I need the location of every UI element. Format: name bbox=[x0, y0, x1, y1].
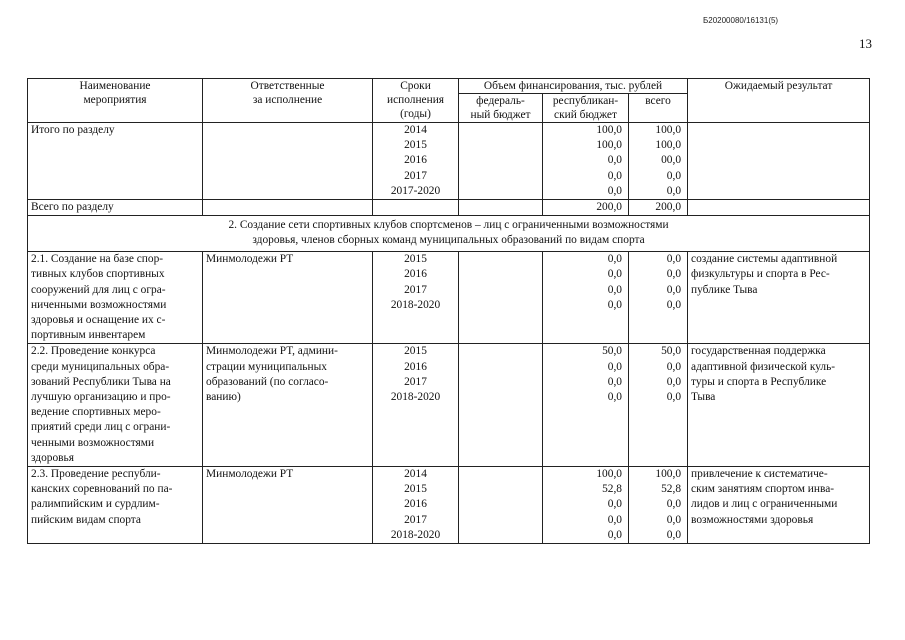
document-code: Б20200080/16131(5) bbox=[703, 16, 779, 25]
row-republic: 200,0 bbox=[543, 200, 629, 216]
header-terms: Сроки исполнения (годы) bbox=[373, 79, 459, 123]
row-result: создание системы адаптивной физкультуры и спорта в Рес- публике Тыва bbox=[688, 252, 870, 344]
row-name: 2.2. Проведение конкурса среди муниципальных обра- зований Республики Тыва на лучшую организацию и про- ведение спортивных меро- приятий среди лиц с ограни- ченными возможностями здоровья bbox=[28, 344, 203, 467]
table-row-subtotal bbox=[28, 123, 870, 200]
row-responsible: Минмолодежи РТ bbox=[203, 467, 373, 544]
row-republic: 100,0 100,0 0,0 0,0 0,0 bbox=[543, 123, 629, 200]
row-result bbox=[688, 123, 870, 200]
row-result: государственная поддержка адаптивной физической куль- туры и спорта в Республике Тыва bbox=[688, 344, 870, 467]
header-total: всего bbox=[629, 94, 688, 123]
row-name: 2.1. Создание на базе спор- тивных клубов спортивных сооружений для лиц с огра- ниченными возможностями здоровья и оснащение их с- портивным инвентарем bbox=[28, 252, 203, 344]
header-funding: Объем финансирования, тыс. рублей bbox=[459, 79, 688, 94]
table-row-item-2-1 bbox=[28, 252, 870, 344]
row-name: Всего по разделу bbox=[28, 200, 203, 216]
row-responsible bbox=[203, 123, 373, 200]
row-years: 2015 2016 2017 2018-2020 bbox=[373, 344, 459, 467]
row-total: 50,0 0,0 0,0 0,0 bbox=[629, 344, 688, 467]
row-federal bbox=[459, 467, 543, 544]
row-name: 2.3. Проведение республи- канских соревнований по па- ралимпийским и сурдлим- пийским видам спорта bbox=[28, 467, 203, 544]
row-responsible: Минмолодежи РТ bbox=[203, 252, 373, 344]
row-federal bbox=[459, 200, 543, 216]
row-total: 0,0 0,0 0,0 0,0 bbox=[629, 252, 688, 344]
header-name: Наименование мероприятия bbox=[28, 79, 203, 123]
row-result bbox=[688, 200, 870, 216]
header-result: Ожидаемый результат bbox=[688, 79, 870, 123]
row-responsible bbox=[203, 200, 373, 216]
row-result: привлечение к систематиче- ским занятиям спортом инва- лидов и лиц с ограниченными возможностями здоровья bbox=[688, 467, 870, 544]
row-republic: 50,0 0,0 0,0 0,0 bbox=[543, 344, 629, 467]
row-federal bbox=[459, 123, 543, 200]
row-years: 2014 2015 2016 2017 2018-2020 bbox=[373, 467, 459, 544]
table-row-total bbox=[28, 200, 870, 216]
row-federal bbox=[459, 344, 543, 467]
row-republic: 100,0 52,8 0,0 0,0 0,0 bbox=[543, 467, 629, 544]
row-name: Итого по разделу bbox=[28, 123, 203, 200]
row-years bbox=[373, 200, 459, 216]
header-federal: федераль- ный бюджет bbox=[459, 94, 543, 123]
row-years: 2014 2015 2016 2017 2017-2020 bbox=[373, 123, 459, 200]
header-republic: республикан- ский бюджет bbox=[543, 94, 629, 123]
row-responsible: Минмолодежи РТ, админи- страции муниципальных образований (по согласо- ванию) bbox=[203, 344, 373, 467]
program-table bbox=[27, 78, 870, 544]
table-row-item-2-3 bbox=[28, 467, 870, 544]
row-total: 200,0 bbox=[629, 200, 688, 216]
header-row-1 bbox=[28, 79, 870, 94]
row-years: 2015 2016 2017 2018-2020 bbox=[373, 252, 459, 344]
page-number: 13 bbox=[859, 36, 872, 51]
header-responsible: Ответственные за исполнение bbox=[203, 79, 373, 123]
row-republic: 0,0 0,0 0,0 0,0 bbox=[543, 252, 629, 344]
row-federal bbox=[459, 252, 543, 344]
row-total: 100,0 52,8 0,0 0,0 0,0 bbox=[629, 467, 688, 544]
section-title-row bbox=[28, 216, 870, 252]
table-row-item-2-2 bbox=[28, 344, 870, 467]
section-title: 2. Создание сети спортивных клубов спортсменов – лиц с ограниченными возможностями здоровья, членов сборных команд муниципальных образований по видам спорта bbox=[28, 216, 870, 252]
row-total: 100,0 100,0 00,0 0,0 0,0 bbox=[629, 123, 688, 200]
